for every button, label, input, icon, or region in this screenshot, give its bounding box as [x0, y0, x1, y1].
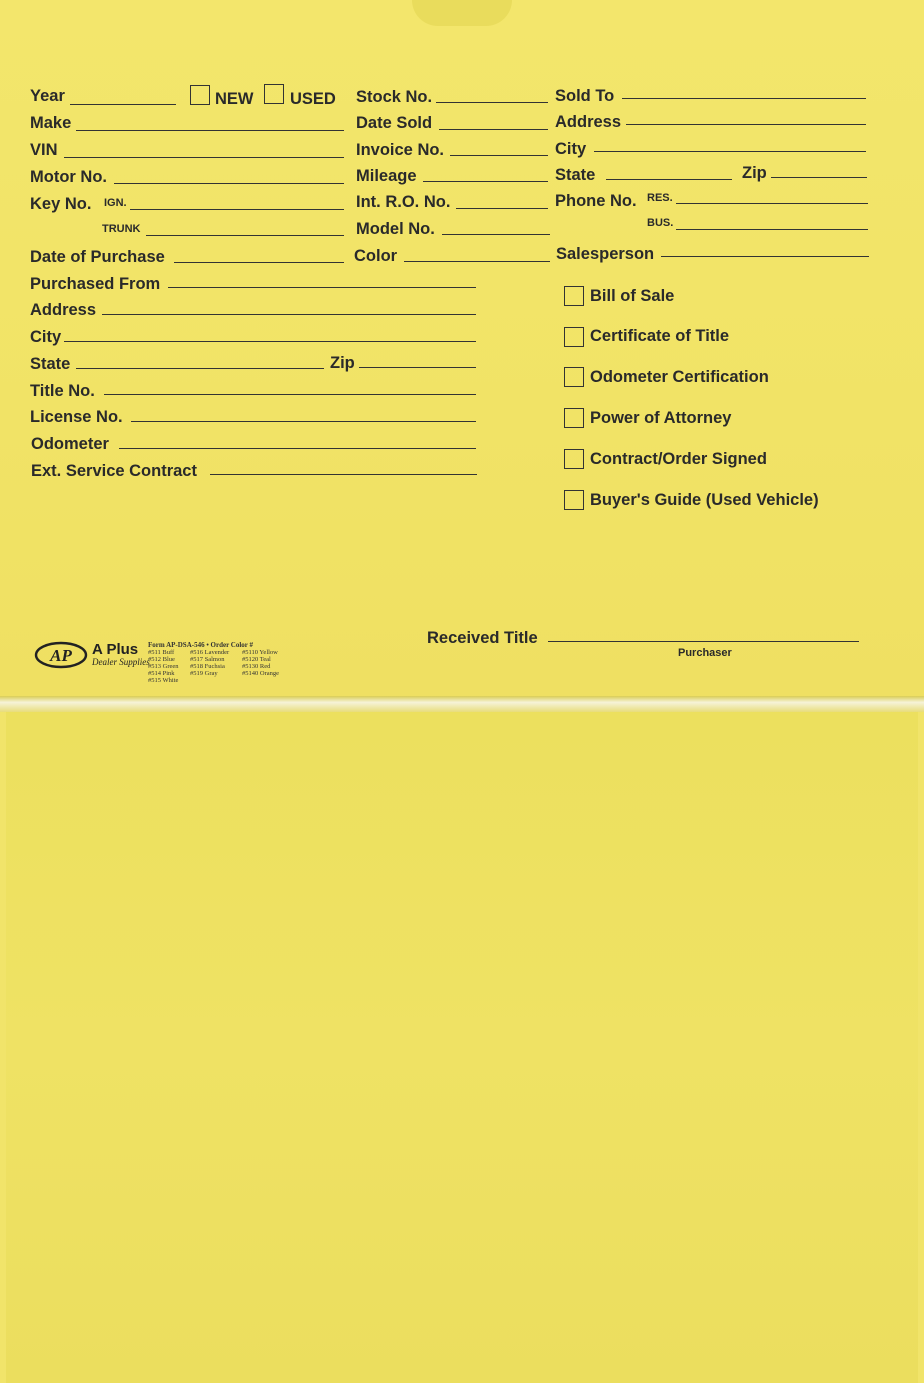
color-code: #519 Gray: [190, 670, 218, 677]
address-label: Address: [555, 113, 622, 131]
color-code: #5110 Yellow: [242, 649, 278, 656]
city2-label: City: [30, 328, 62, 346]
ap-logo-icon: [34, 640, 88, 670]
ext-service-contract-label: Ext. Service Contract: [31, 462, 197, 480]
make-label: Make: [30, 114, 72, 132]
make-field[interactable]: [76, 130, 344, 131]
year-field[interactable]: [70, 104, 176, 105]
int-ro-no-field[interactable]: [456, 208, 548, 209]
ign-label: IGN.: [104, 197, 127, 209]
new-label: NEW: [215, 90, 254, 108]
color-code: #515 White: [148, 677, 179, 684]
state2-field[interactable]: [76, 368, 324, 369]
contract-order-signed-checkbox[interactable]: [564, 449, 584, 469]
odometer-certification-checkbox[interactable]: [564, 367, 584, 387]
buyers-guide-checkbox[interactable]: [564, 490, 584, 510]
key-no-label: Key No.: [30, 195, 92, 213]
received-title-label: Received Title: [427, 629, 538, 647]
date-of-purchase-field[interactable]: [174, 262, 344, 263]
color-code: #513 Green: [148, 663, 179, 670]
trunk-label: TRUNK: [102, 223, 141, 235]
state-field[interactable]: [606, 179, 732, 180]
vin-label: VIN: [30, 141, 58, 159]
vin-field[interactable]: [64, 157, 344, 158]
sold-to-label: Sold To: [555, 87, 615, 105]
color-code: #5140 Orange: [242, 670, 280, 677]
brand-name: A Plus: [92, 641, 139, 658]
model-no-field[interactable]: [442, 234, 550, 235]
purchased-from-label: Purchased From: [30, 275, 161, 293]
key-ign-field[interactable]: [130, 209, 344, 210]
logo-text: AP: [50, 646, 72, 665]
date-sold-label: Date Sold: [356, 114, 433, 132]
bill-of-sale-label: Bill of Sale: [590, 287, 675, 305]
city2-field[interactable]: [64, 341, 476, 342]
title-no-label: Title No.: [30, 382, 95, 400]
address2-field[interactable]: [102, 314, 476, 315]
sold-to-field[interactable]: [622, 98, 866, 99]
color-code: #5130 Red: [242, 663, 271, 670]
motor-no-field[interactable]: [114, 183, 344, 184]
salesperson-label: Salesperson: [556, 245, 655, 263]
address-field[interactable]: [626, 124, 866, 125]
city-label: City: [555, 140, 587, 158]
stock-no-field[interactable]: [436, 102, 548, 103]
power-of-attorney-checkbox[interactable]: [564, 408, 584, 428]
invoice-no-field[interactable]: [450, 155, 548, 156]
odometer-certification-label: Odometer Certification: [590, 368, 769, 386]
certificate-of-title-checkbox[interactable]: [564, 327, 584, 347]
received-title-field[interactable]: [548, 641, 859, 642]
zip-label: Zip: [742, 164, 767, 182]
license-no-label: License No.: [30, 408, 123, 426]
mileage-label: Mileage: [356, 167, 417, 185]
color-label: Color: [354, 247, 398, 265]
certificate-of-title-label: Certificate of Title: [590, 327, 730, 345]
ext-service-contract-field[interactable]: [210, 474, 477, 475]
thumb-notch: [412, 0, 512, 26]
zip2-field[interactable]: [359, 367, 476, 368]
color-field[interactable]: [404, 261, 550, 262]
year-label: Year: [30, 87, 65, 105]
envelope-fold: [0, 696, 924, 712]
bus-label: BUS.: [647, 217, 674, 229]
phone-no-label: Phone No.: [555, 192, 637, 210]
stock-no-label: Stock No.: [356, 88, 433, 106]
used-checkbox[interactable]: [264, 84, 284, 104]
zip-field[interactable]: [771, 177, 867, 178]
state2-label: State: [30, 355, 71, 373]
color-code: #5120 Teal: [242, 656, 271, 663]
license-no-field[interactable]: [131, 421, 476, 422]
color-code: #512 Blue: [148, 656, 175, 663]
int-ro-no-label: Int. R.O. No.: [356, 193, 451, 211]
mileage-field[interactable]: [423, 181, 548, 182]
envelope-back-panel: [6, 712, 918, 1383]
state-label: State: [555, 166, 596, 184]
purchased-from-field[interactable]: [168, 287, 476, 288]
salesperson-field[interactable]: [661, 256, 869, 257]
purchaser-label: Purchaser: [678, 647, 732, 659]
color-code: #514 Pink: [148, 670, 175, 677]
form-number-line: Form AP-DSA-546 • Order Color #: [148, 641, 254, 649]
buyers-guide-label: Buyer's Guide (Used Vehicle): [590, 491, 819, 509]
phone-res-field[interactable]: [676, 203, 868, 204]
power-of-attorney-label: Power of Attorney: [590, 409, 732, 427]
color-code: #516 Lavender: [190, 649, 230, 656]
brand-subtitle: Dealer Supplies: [92, 657, 150, 667]
address2-label: Address: [30, 301, 97, 319]
contract-order-signed-label: Contract/Order Signed: [590, 450, 767, 468]
color-code: #518 Fuchsia: [190, 663, 225, 670]
zip2-label: Zip: [330, 354, 355, 372]
motor-no-label: Motor No.: [30, 168, 107, 186]
invoice-no-label: Invoice No.: [356, 141, 445, 159]
date-of-purchase-label: Date of Purchase: [30, 248, 165, 266]
key-trunk-field[interactable]: [146, 235, 344, 236]
new-checkbox[interactable]: [190, 85, 210, 105]
bill-of-sale-checkbox[interactable]: [564, 286, 584, 306]
color-code: #517 Salmon: [190, 656, 225, 663]
odometer-field[interactable]: [119, 448, 476, 449]
date-sold-field[interactable]: [439, 129, 548, 130]
color-code: #511 Buff: [148, 649, 175, 656]
model-no-label: Model No.: [356, 220, 435, 238]
used-label: USED: [290, 90, 336, 108]
odometer-label: Odometer: [31, 435, 109, 453]
phone-bus-field[interactable]: [676, 229, 868, 230]
res-label: RES.: [647, 192, 673, 204]
title-no-field[interactable]: [104, 394, 476, 395]
city-field[interactable]: [594, 151, 866, 152]
